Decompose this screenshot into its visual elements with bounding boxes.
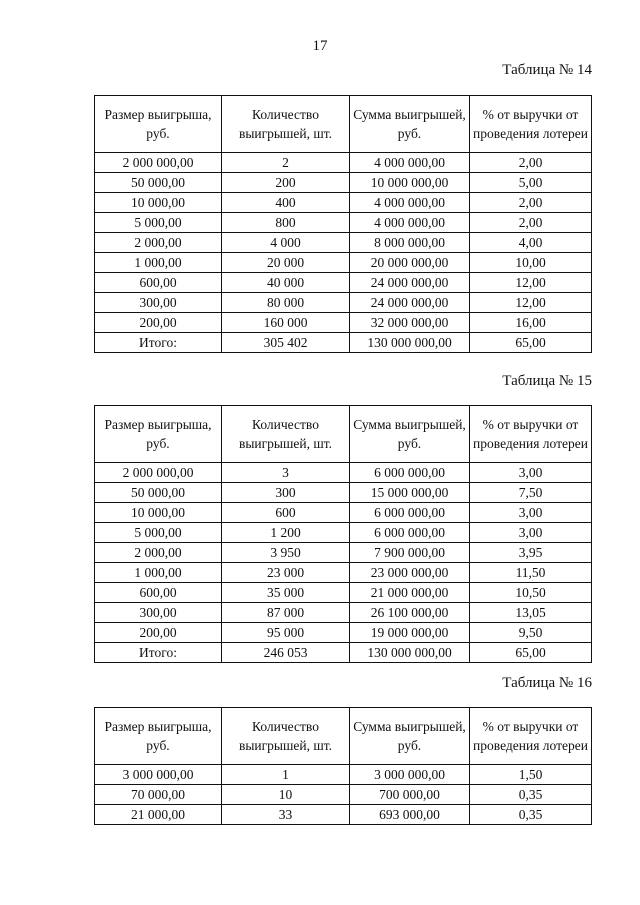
table-cell: 246 053 xyxy=(222,643,350,663)
table-cell: 2 000,00 xyxy=(95,543,222,563)
table-cell: 200 xyxy=(222,173,350,193)
table-row xyxy=(95,333,592,353)
table-cell: 4 000 000,00 xyxy=(350,153,470,173)
table-caption: Таблица № 14 xyxy=(502,62,592,78)
table-cell: 2 000 000,00 xyxy=(95,153,222,173)
table-cell: 65,00 xyxy=(470,643,592,663)
table-cell: 10 000,00 xyxy=(95,193,222,213)
table-row xyxy=(95,173,592,193)
table-cell: 3 950 xyxy=(222,543,350,563)
table-cell: 26 100 000,00 xyxy=(350,603,470,623)
table-row xyxy=(95,463,592,483)
table-cell: 130 000 000,00 xyxy=(350,643,470,663)
table-cell: 12,00 xyxy=(470,273,592,293)
table-cell: 40 000 xyxy=(222,273,350,293)
table-cell: 400 xyxy=(222,193,350,213)
table-cell: 10 000,00 xyxy=(95,503,222,523)
column-header: % от выручки от проведения лотереи xyxy=(470,96,592,153)
table-row xyxy=(95,273,592,293)
table-row xyxy=(95,503,592,523)
table-cell: 20 000 000,00 xyxy=(350,253,470,273)
table-cell: 693 000,00 xyxy=(350,805,470,825)
table-row xyxy=(95,523,592,543)
table-cell: 300 xyxy=(222,483,350,503)
table-cell: 10,50 xyxy=(470,583,592,603)
table-cell: 16,00 xyxy=(470,313,592,333)
column-header: Сумма выигрышей, руб. xyxy=(350,96,470,153)
table-cell: 6 000 000,00 xyxy=(350,523,470,543)
table-cell: 12,00 xyxy=(470,293,592,313)
table-row xyxy=(95,563,592,583)
table-cell: 2 000 000,00 xyxy=(95,463,222,483)
table-cell: 95 000 xyxy=(222,623,350,643)
table-cell: 1,50 xyxy=(470,765,592,785)
table-cell: 10 000 000,00 xyxy=(350,173,470,193)
column-header: % от выручки от проведения лотереи xyxy=(470,406,592,463)
table-cell: 2,00 xyxy=(470,193,592,213)
table-row xyxy=(95,313,592,333)
table-cell: 50 000,00 xyxy=(95,173,222,193)
table-cell: 2,00 xyxy=(470,153,592,173)
table-cell: 6 000 000,00 xyxy=(350,463,470,483)
column-header: % от выручки от проведения лотереи xyxy=(470,708,592,765)
table-caption: Таблица № 15 xyxy=(502,373,592,389)
table-cell: 5 000,00 xyxy=(95,213,222,233)
table-cell: 9,50 xyxy=(470,623,592,643)
table-cell: 4,00 xyxy=(470,233,592,253)
table-cell: 3 000 000,00 xyxy=(350,765,470,785)
table-cell: 3,00 xyxy=(470,503,592,523)
table-cell: 7,50 xyxy=(470,483,592,503)
table-cell: 70 000,00 xyxy=(95,785,222,805)
table-row xyxy=(95,785,592,805)
table-row xyxy=(95,293,592,313)
table-cell: 160 000 xyxy=(222,313,350,333)
table-cell: Итого: xyxy=(95,333,222,353)
table-row xyxy=(95,153,592,173)
table-cell: 6 000 000,00 xyxy=(350,503,470,523)
table-row xyxy=(95,583,592,603)
table-cell: 1 xyxy=(222,765,350,785)
table-cell: 65,00 xyxy=(470,333,592,353)
table-row xyxy=(95,623,592,643)
table-cell: 3 000 000,00 xyxy=(95,765,222,785)
table-cell: 305 402 xyxy=(222,333,350,353)
table-cell: 0,35 xyxy=(470,785,592,805)
table-cell: 4 000 000,00 xyxy=(350,193,470,213)
table-cell: 1 200 xyxy=(222,523,350,543)
table-row xyxy=(95,603,592,623)
table-cell: Итого: xyxy=(95,643,222,663)
table-cell: 33 xyxy=(222,805,350,825)
table-row xyxy=(95,483,592,503)
table-header-row xyxy=(95,406,592,463)
column-header: Размер выигрыша, руб. xyxy=(95,708,222,765)
table-cell: 20 000 xyxy=(222,253,350,273)
table-cell: 0,35 xyxy=(470,805,592,825)
table-row xyxy=(95,543,592,563)
table-cell: 2,00 xyxy=(470,213,592,233)
table-cell: 600,00 xyxy=(95,273,222,293)
table-cell: 130 000 000,00 xyxy=(350,333,470,353)
table-header-row xyxy=(95,708,592,765)
table-cell: 3,00 xyxy=(470,523,592,543)
table-cell: 3 xyxy=(222,463,350,483)
table-cell: 23 000 000,00 xyxy=(350,563,470,583)
table-cell: 80 000 xyxy=(222,293,350,313)
table-cell: 50 000,00 xyxy=(95,483,222,503)
table-cell: 1 000,00 xyxy=(95,253,222,273)
table-cell: 300,00 xyxy=(95,603,222,623)
table-cell: 7 900 000,00 xyxy=(350,543,470,563)
prize-table xyxy=(94,405,592,663)
table-cell: 21 000 000,00 xyxy=(350,583,470,603)
table-cell: 3,95 xyxy=(470,543,592,563)
table-cell: 21 000,00 xyxy=(95,805,222,825)
column-header: Размер выигрыша, руб. xyxy=(95,406,222,463)
table-cell: 1 000,00 xyxy=(95,563,222,583)
column-header: Количество выигрышей, шт. xyxy=(222,96,350,153)
table-row xyxy=(95,253,592,273)
table-cell: 700 000,00 xyxy=(350,785,470,805)
table-cell: 8 000 000,00 xyxy=(350,233,470,253)
column-header: Количество выигрышей, шт. xyxy=(222,708,350,765)
table-cell: 13,05 xyxy=(470,603,592,623)
table-cell: 24 000 000,00 xyxy=(350,273,470,293)
table-row xyxy=(95,643,592,663)
table-cell: 600 xyxy=(222,503,350,523)
table-row xyxy=(95,233,592,253)
prize-table xyxy=(94,707,592,825)
table-cell: 10 xyxy=(222,785,350,805)
table-row xyxy=(95,193,592,213)
table-cell: 200,00 xyxy=(95,313,222,333)
table-cell: 10,00 xyxy=(470,253,592,273)
table-cell: 32 000 000,00 xyxy=(350,313,470,333)
table-row xyxy=(95,765,592,785)
table-cell: 600,00 xyxy=(95,583,222,603)
table-cell: 300,00 xyxy=(95,293,222,313)
table-cell: 87 000 xyxy=(222,603,350,623)
table-cell: 2 000,00 xyxy=(95,233,222,253)
table-cell: 800 xyxy=(222,213,350,233)
column-header: Сумма выигрышей, руб. xyxy=(350,708,470,765)
table-row xyxy=(95,805,592,825)
table-cell: 23 000 xyxy=(222,563,350,583)
table-cell: 2 xyxy=(222,153,350,173)
table-cell: 24 000 000,00 xyxy=(350,293,470,313)
column-header: Количество выигрышей, шт. xyxy=(222,406,350,463)
table-cell: 11,50 xyxy=(470,563,592,583)
table-caption: Таблица № 16 xyxy=(502,675,592,691)
table-cell: 19 000 000,00 xyxy=(350,623,470,643)
table-cell: 5 000,00 xyxy=(95,523,222,543)
table-cell: 15 000 000,00 xyxy=(350,483,470,503)
table-cell: 3,00 xyxy=(470,463,592,483)
table-header-row xyxy=(95,96,592,153)
prize-table xyxy=(94,95,592,353)
table-cell: 4 000 000,00 xyxy=(350,213,470,233)
table-cell: 4 000 xyxy=(222,233,350,253)
column-header: Размер выигрыша, руб. xyxy=(95,96,222,153)
table-row xyxy=(95,213,592,233)
page-number: 17 xyxy=(312,38,328,54)
table-cell: 5,00 xyxy=(470,173,592,193)
table-cell: 35 000 xyxy=(222,583,350,603)
table-cell: 200,00 xyxy=(95,623,222,643)
column-header: Сумма выигрышей, руб. xyxy=(350,406,470,463)
